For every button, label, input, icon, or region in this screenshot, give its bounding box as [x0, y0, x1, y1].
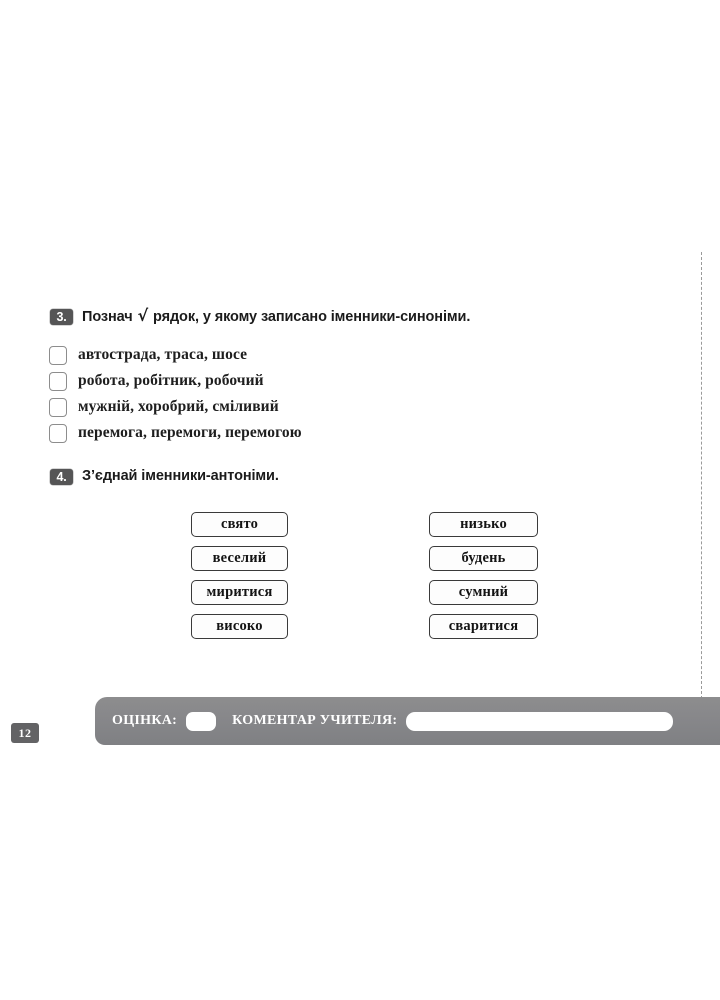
grade-input[interactable]: [186, 712, 216, 731]
option-label: робота, робітник, робочий: [78, 372, 264, 389]
checkbox-option-2[interactable]: [49, 372, 67, 391]
option-row[interactable]: [49, 394, 302, 420]
word-column-left: [191, 512, 288, 648]
checkbox-option-4[interactable]: [49, 424, 67, 443]
option-label: мужній, хоробрий, сміливий: [78, 398, 279, 415]
page-number-badge: 12: [11, 723, 39, 743]
option-label: перемога, перемоги, перемогою: [78, 424, 302, 441]
word-box-right-4[interactable]: сваритися: [429, 614, 538, 639]
word-matching-area: [0, 512, 720, 662]
teacher-feedback-banner: [95, 697, 720, 745]
word-box-right-1[interactable]: низько: [429, 512, 538, 537]
word-box-right-2[interactable]: будень: [429, 546, 538, 571]
option-label: автострада, траса, шосе: [78, 346, 248, 363]
exercise-4: [50, 466, 279, 486]
exercise-3: [50, 306, 470, 327]
word-box-left-4[interactable]: високо: [191, 614, 288, 639]
exercise-4-prompt: З’єднай іменники-антоніми.: [82, 468, 279, 484]
exercise-3-number-badge: 3.: [50, 309, 73, 325]
exercise-3-heading: [50, 306, 470, 327]
checkbox-option-1[interactable]: [49, 346, 67, 365]
option-row[interactable]: [49, 420, 302, 446]
exercise-4-number-badge: 4.: [50, 469, 73, 485]
word-box-left-3[interactable]: миритися: [191, 580, 288, 605]
word-column-right: [429, 512, 538, 648]
exercise-3-options: [49, 342, 302, 446]
option-row[interactable]: [49, 342, 302, 368]
word-box-left-2[interactable]: веселий: [191, 546, 288, 571]
grade-label: ОЦІНКА:: [112, 713, 178, 728]
word-box-left-1[interactable]: свято: [191, 512, 288, 537]
exercise-4-heading: [50, 466, 279, 486]
checkmark-icon: √: [137, 306, 149, 325]
exercise-3-prompt-after: рядок, у якому записано іменники-синоніми.: [153, 309, 471, 325]
exercise-3-prompt-before: Познач: [82, 309, 133, 325]
option-row[interactable]: [49, 368, 302, 394]
teacher-comment-label: КОМЕНТАР УЧИТЕЛЯ:: [232, 713, 398, 728]
teacher-comment-input[interactable]: [406, 712, 673, 731]
word-box-right-3[interactable]: сумний: [429, 580, 538, 605]
checkbox-option-3[interactable]: [49, 398, 67, 417]
exercise-3-prompt: [82, 306, 470, 327]
